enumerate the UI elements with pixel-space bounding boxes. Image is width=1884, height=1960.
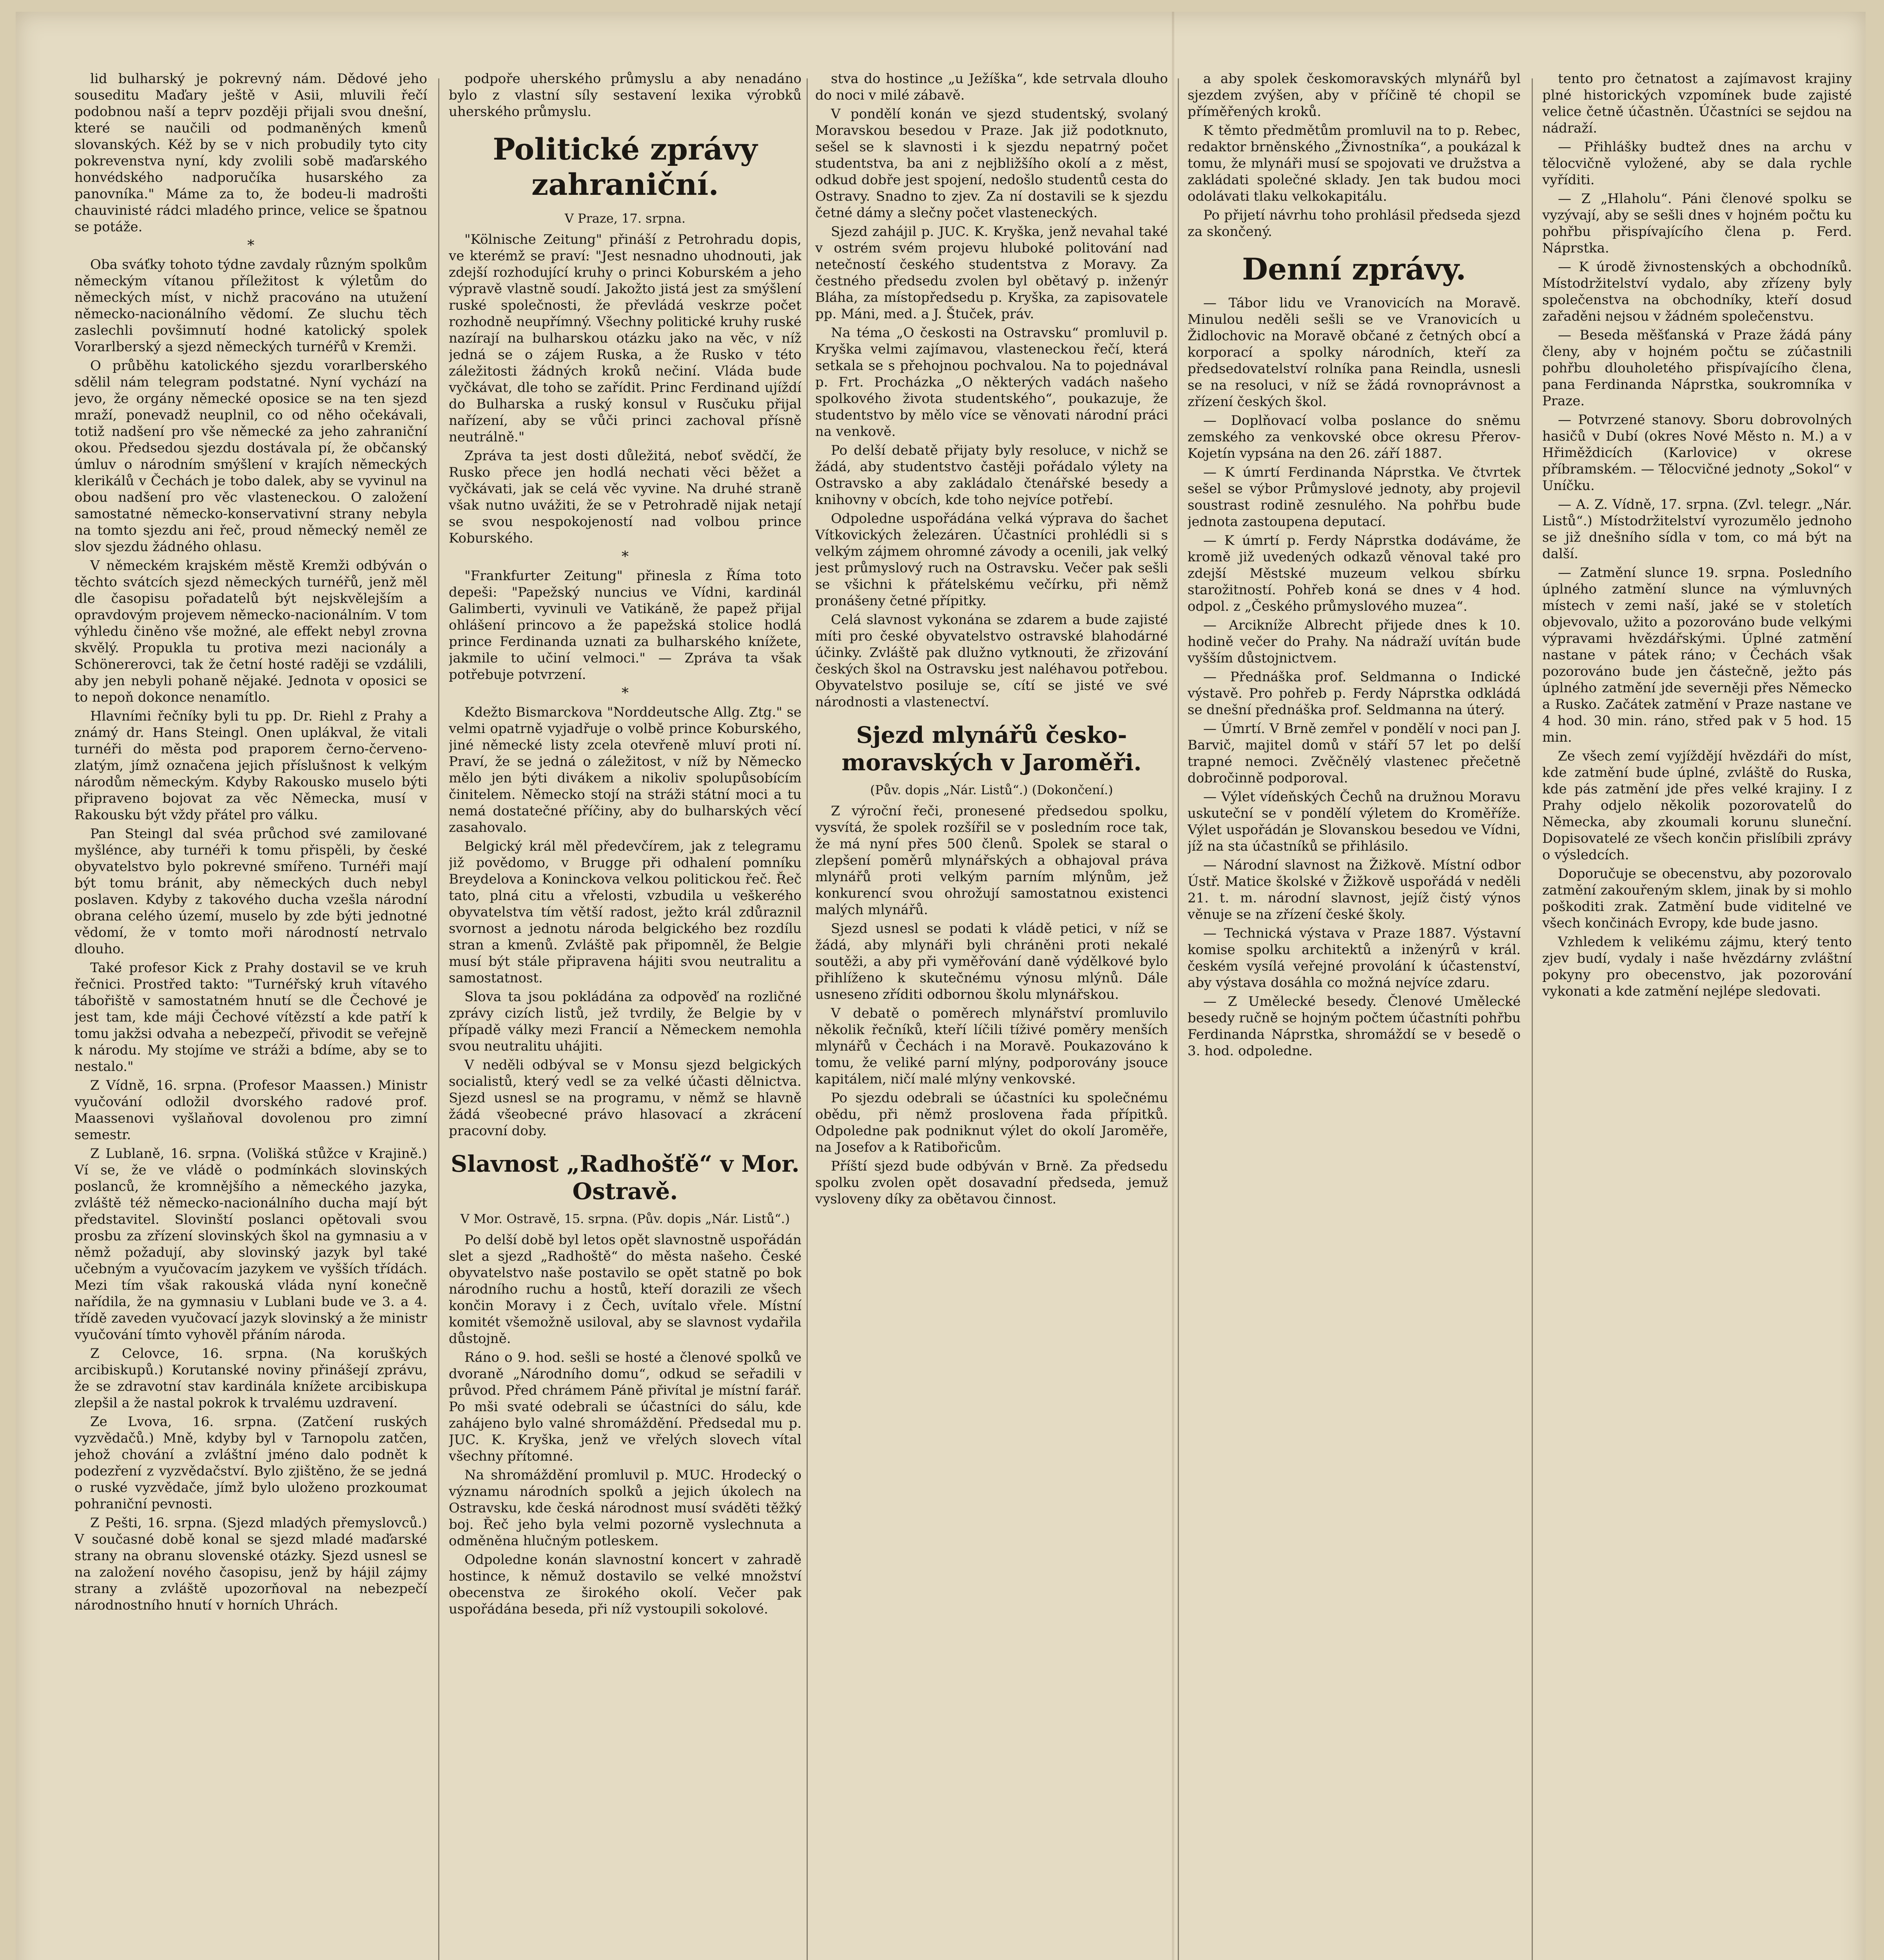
news-item: — A. Z. Vídně, 17. srpna. (Zvl. telegr. „Nár. Listů“.) Místodržitelství vyrozumělo jednoho se již dnešního sídla v tom, co má být na další.: [1542, 497, 1852, 562]
paper-fold: [1172, 12, 1174, 1960]
paragraph: Oba sváťky tohoto týdne zavdaly různým spolkům německým vítanou příležitost k výletům do německých míst, v nichž pracováno na utužení německo-nacionálního vědomí. Ze sluchu těch zaslechli povšimnutí hodné katolický spolek Vorarlberský a sjezd německých turnéřů v Kremži.: [74, 257, 427, 355]
section-heading: Denní zprávy.: [1242, 252, 1466, 287]
paragraph: Zpráva ta jest dosti důležitá, neboť svědčí, že Rusko přece jen hodlá nechati věci běžet a vyčkávati, jak se celá věc vyvine. Na druhé straně však nutno uvážiti, že se v Petrohradě nijak netají se svou nespokojeností nad volbou prince Koburského.: [449, 448, 801, 546]
news-item: — Přednáška prof. Seldmanna o Indické výstavě. Pro pohřeb p. Ferdy Náprstka odkládá se dnešní přednáška prof. Seldmanna na úterý.: [1188, 669, 1521, 718]
news-item: — K úmrtí Ferdinanda Náprstka. Ve čtvrtek sešel se výbor Průmyslové jednoty, aby projevil soustrast rodině zesnulého. Na pohřbu bude jednota zastoupena deputací.: [1188, 465, 1521, 530]
news-item: — Arcikníže Albrecht přijede dnes k 10. hodině večer do Prahy. Na nádraží uvítán bude vyšším důstojnictvem.: [1188, 617, 1521, 666]
paragraph: Kdežto Bismarckova "Norddeutsche Allg. Ztg." se velmi opatrně vyjadřuje o volbě prince Koburského, jiné německé listy zcela otevřeně mluví proti ní. Praví, že se jedná o záležitost, v níž by Německo mělo jen býti divákem a nikoliv spolupůsobícím činitelem. Německo stojí na stráži státní moci a tu nemá dostatečné příčiny, aby do bulharských věcí zasahovalo.: [449, 704, 801, 835]
paragraph: stva do hostince „u Ježíška“, kde setrvala dlouho do noci v milé zábavě.: [815, 71, 1168, 103]
news-item: — Z „Hlaholu“. Páni členové spolku se vyzývají, aby se sešli dnes v hojném počtu ku pohřbu přispívajícího člena p. Ferd. Náprstka.: [1542, 191, 1852, 256]
news-item: — Úmrtí. V Brně zemřel v pondělí v noci pan J. Barvič, majitel domů v stáří 57 let po delší trapné nemoci. Zvěčnělý vlastenec přečetně dobročinně podporoval.: [1188, 721, 1521, 786]
paragraph: O průběhu katolického sjezdu vorarlberského sdělil nám telegram podstatné. Nyní vychází na jevo, že orgány německé oposice se na ten sjezd mraží, ponevadž neuplnil, co od něho očekávali, totiž nadšení pro vše německé za jeho zahraniční okou. Předsedou sjezdu dostávala pí, že občanský úmluv o národním smýšlení v krajích německých klerikálů v Čechách je tobo dalek, aby se vyvinul na obou nadšení pro věc vlasteneckou. O založení samostatné německo-konservativní strany nebyla na tomto sjezdu ani řeč, proud německý neměl ze slov sjezdu žádného ohlasu.: [74, 358, 427, 555]
paragraph: V pondělí konán ve sjezd studentský, svolaný Moravskou besedou v Praze. Jak již podotknuto, sešel se k slavnosti i k sjezdu nepatrný počet studentstva, ba ani z nejbližšího okolí a z měst, odkud dobře jest spojení, nedošlo studentů cesta do Ostravy. Snadno to zjev. Za ní dostavili se k sjezdu četné dámy a slečny počet vlasteneckých.: [815, 106, 1168, 221]
paragraph: Na téma „O českosti na Ostravsku“ promluvil p. Kryška velmi zajímavou, vlasteneckou řečí, která setkala se s přehojnou pochvalou. Na to pojednával p. Frt. Procházka „O některých vadách našeho spolkového života studentského“, poukazuje, že studentstvo by mělo více se věnovati národní práci na venkově.: [815, 325, 1168, 439]
paragraph: Také profesor Kick z Prahy dostavil se ve kruh řečnici. Prostřed takto: "Turnéřský kruh vítavého tábořiště v samostatném hnutí se dle Čechové je jest tam, kde máji Čechové vítězstí a kde patří k tomu jakžsi odvaha a nebezpečí, přivodit se veřejně k národu. My stojíme ve stráži a bdíme, aby se to nestalo.": [74, 960, 427, 1074]
news-item: — K úrodě živnostenských a obchodníků. Místodržitelství vydalo, aby zřízeny byly společenstva na obchodníky, kteří dosud zařaděni nejsou v žádném společenstvu.: [1542, 259, 1852, 324]
paragraph: Po přijetí návrhu toho prohlásil předseda sjezd za skončený.: [1188, 207, 1521, 240]
paragraph: V debatě o poměrech mlynářství promluvilo několik řečníků, kteří líčili tíživé poměry menších mlynářů v Čechách i na Moravě. Poukazováno k tomu, že veliké parní mlýny, podporovány jsouce kapitálem, ničí malé mlýny venkovské.: [815, 1005, 1168, 1087]
paragraph: Po sjezdu odebrali se účastníci ku společnému obědu, při němž proslovena řada přípitků. Odpoledne pak podniknut výlet do okolí Jaroměře, na Josefov a k Ratibořicům.: [815, 1090, 1168, 1155]
newspaper-page: [16, 12, 1866, 1960]
column-rule: [807, 78, 808, 1960]
paragraph: Příští sjezd bude odbýván v Brně. Za předsedu spolku zvolen opět dosavadní předseda, jemuž vysloveny díky za obětavou činnost.: [815, 1158, 1168, 1207]
column-2: [449, 71, 801, 1960]
paragraph: V německém krajském městě Kremži odbýván o těchto svátcích sjezd německých turnéřů, jenž měl dle časopisu pořadatelů být nejskvělejším a opravdovým projevem německo-nacionálním. V tom výhledu činěno vše možné, ale effekt nebyl zrovna skvělý. Propukla tu protiva mezi nacionály a Schönererovci, tak že četní hosté raději se vzdálili, aby jen nebyli pohaně nějaké. Jednota v oposici se to nepoň dokonce nenamítlo.: [74, 558, 427, 705]
paragraph: Po delší debatě přijaty byly resoluce, v nichž se žádá, aby studentstvo častěji pořádalo výlety na Ostravsko a aby zakládalo čtenářské besedy a knihovny v obcích, kde toho nejvíce potřebí.: [815, 443, 1168, 508]
paragraph: K těmto předmětům promluvil na to p. Rebec, redaktor brněnského „Živnostníka“, a poukázal k tomu, že mlynáři musí se spojovati ve družstva a zakládati společné sklady. Jen tak budou moci odolávati tlaku velkokapitálu.: [1188, 123, 1521, 204]
column-4: [1188, 71, 1521, 1960]
paragraph: Hlavními řečníky byli tu pp. Dr. Riehl z Prahy a známý dr. Hans Steingl. Onen uplákval, že vitali turnéři do města pod praporem černo-červeno-zlatým, jímž označena jejich příslušnost k velkým národům německým. Kdyby Rakousko muselo býti připraveno bojovat za věc Německa, musí v Rakousku být vždy přátel pro válku.: [74, 708, 427, 823]
news-item: — Potvrzené stanovy. Sboru dobrovolných hasičů v Dubí (okres Nové Město n. M.) a v Hřiměždicích (Karlovice) v okrese příbramském. — Tělocvičné jednoty „Sokol“ v Uníčku.: [1542, 412, 1852, 494]
news-item: — Beseda měšťanská v Praze žádá pány členy, aby v hojném počtu se zúčastnili pohřbu dlouholetého přispívajícího člena, pana Ferdinanda Náprstka, soukromníka v Praze.: [1542, 327, 1852, 409]
paragraph: "Frankfurter Zeitung" přinesla z Říma toto depeši: "Papežský nuncius ve Vídni, kardinál Galimberti, vyvinuli ve Vatikáně, že papež přijal ohlášení princovo a že papežská stolice hodlá prince Ferdinanda uznati za bulharského knížete, jakmile to učiní velmoci." — Zpráva ta však potřebuje potvrzení.: [449, 568, 801, 682]
paragraph: lid bulharský je pokrevný nám. Dědové jeho souseditu Maďary ještě v Asii, mluvili řečí podobnou naší a teprv později přijali svou dnešní, které se naučili od podmaněných kmenů slovanských. Kéž by se v nich probudily tyto city pokrevenstva nyní, kdy zvolili sobě maďarského honvédského nadporučíka husarského za panovníka." Máme za to, že bodeu-li madrošti chauvinisté rádci mladého prince, velice se špatnou se potáže.: [74, 71, 427, 235]
news-item: Z Pešti, 16. srpna. (Sjezd mladých přemyslovců.) V současné době konal se sjezd mladé maďarské strany na obranu slovenské otázky. Sjezd usnesl se na založení nového časopisu, jenž by hájil zájmy strany a zvláště upozorňoval na nebezpečí národnostního hnutí v horních Uhrách.: [74, 1515, 427, 1613]
paragraph: Belgický král měl předevčírem, jak z telegramu již povědomo, v Brugge při odhalení pomníku Breydelova a Koninckova velkou politickou řeč. Řeč tato, plná citu a vřelosti, vzbudila u veškerého obyvatelstva tím větší radost, ježto král zdůraznil svornost a jednotu národa belgického bez rozdílu stran a kmenů. Zvláště pak připomněl, že Belgie musí být stále připravena hájiti svou neutralitu a samostatnost.: [449, 838, 801, 986]
column-1: [74, 71, 427, 1960]
news-item: Z Celovce, 16. srpna. (Na koruškých arcibiskupů.) Korutanské noviny přinášejí zprávu, že se zdravotní stav kardinála knížete arcibiskupa zlepšil a že nastal pokrok k trvalému uzdravení.: [74, 1346, 427, 1411]
article-subheading: (Pův. dopis „Nár. Listů“.) (Dokončení.): [870, 782, 1113, 797]
paragraph: Odpoledne konán slavnostní koncert v zahradě hostince, k němuž dostavilo se velké množství obecenstva ze širokého okolí. Večer pak uspořádána beseda, při níž vystoupili sokolové.: [449, 1552, 801, 1617]
paragraph: Slova ta jsou pokládána za odpověď na rozličné zprávy cizích listů, jež tvrdily, že Belgie by v případě války mezi Francií a Německem nemohla svou neutralitu uhájiti.: [449, 989, 801, 1054]
paragraph: Sjezd zahájil p. JUC. K. Kryška, jenž nevahal také v ostrém svém projevu hluboké politování nad netečností českého studentstva z Moravy. Za čestného předsedu zvolen byl obětavý p. inženýr Bláha, za místopředsedu p. Kryška, za zapisovatele pp. Máni, med. a J. Štuček, práv.: [815, 224, 1168, 322]
paragraph: Sjezd usnesl se podati k vládě petici, v níž se žádá, aby mlynáři byli chráněni proti nekalé soutěži, a aby při vyměřování daně výdělkové bylo přihlíženo k skutečnému výnosu mlýnů. Dále usneseno zříditi odbornou školu mlynářskou.: [815, 921, 1168, 1002]
section-heading: Politické zprávy zahraniční.: [493, 132, 758, 202]
paragraph: Ráno o 9. hod. sešli se hosté a členové spolků ve dvoraně „Národního domu“, odkud se seřadili v průvod. Před chrámem Páně přivítal je místní farář. Po mši svaté odebrali se účastníci do sálu, kde zahájeno bylo valné shromáždění. Předsedal mu p. JUC. K. Kryška, jenž ve vřelých slovech vítal všechny přítomné.: [449, 1350, 801, 1464]
section-separator: *: [622, 685, 629, 701]
paragraph: Z výroční řeči, pronesené předsedou spolku, vysvítá, že spolek rozšířil se v posledním roce tak, že má nyní přes 500 členů. Spolek se staral o zlepšení poměrů mlynářských a obhajoval práva mlynářů proti velkým parním mlýnům, jež konkurencí svou ohrožují samostatnou existenci malých mlynářů.: [815, 803, 1168, 918]
paragraph: Odpoledne uspořádána velká výprava do šachet Vítkovických železáren. Účastníci prohlédli si s velkým zájmem ohromné závody a ocenili, jak velký jest průmyslový ruch na Ostravsku. Večer pak sešli se všichni k přátelskému večírku, při němž pronášeny četné přípitky.: [815, 511, 1168, 609]
section-separator: *: [247, 238, 254, 254]
column-5: [1542, 71, 1852, 1960]
news-item: tento pro četnatost a zajímavost krajiny plné historických vzpomínek bude zajisté velice četně účastněn. Účastníci se sejdou na nádraží.: [1542, 71, 1852, 136]
news-item: — K úmrtí p. Ferdy Náprstka dodáváme, že kromě již uvedených odkazů věnoval také pro zdejší Městské muzeum velkou sbírku starožitností. Pohřeb koná se dnes v 4 hod. odpol. z „Českého průmyslového muzea“.: [1188, 533, 1521, 614]
section-separator: *: [622, 549, 629, 565]
news-item: Z Vídně, 16. srpna. (Profesor Maassen.) Ministr vyučování odložil dvorského radové prof. Maassenovi vyšlaňoval dovolenou pro zimní semestr.: [74, 1078, 427, 1143]
dateline: V Praze, 17. srpna.: [564, 211, 686, 226]
article-heading: Slavnost „Radhošťě“ v Mor. Ostravě.: [451, 1151, 800, 1205]
paragraph: podpoře uherského průmyslu a aby nenadáno bylo z vlastní síly sestavení lexika výrobků uherského průmyslu.: [449, 71, 801, 120]
news-item: Ze Lvova, 16. srpna. (Zatčení ruských vyzvědačů.) Mně, kdyby byl v Tarnopolu zatčen, jehož chování a zvláštní jméno dalo podnět k podezření z vyzvědačství. Bylo zjištěno, že se jedná o ruské vyzvědače, jímž bylo uloženo prozkoumat pohraniční pevnosti.: [74, 1414, 427, 1512]
paragraph: Celá slavnost vykonána se zdarem a bude zajisté míti pro české obyvatelstvo ostravské blahodárné účinky. Zvláště pak dlužno vytknouti, že zřizování českých škol na Ostravsku jest naléhavou potřebou. Obyvatelstvo posiluje se, cítí se jisté ve své národnosti a vlastenectví.: [815, 612, 1168, 710]
news-item: — Zatmění slunce 19. srpna. Posledního úplného zatmění slunce na výmluvných místech v zemi naší, jaké se v stoletích objevovalo, užito a pozorováno bude velkými výpravami hvězdářskými. Úplné zatmění nastane v pátek ráno; v Čechách však pozorováno bude jen částečně, ježto pás úplného zatmění jde severněji přes Německo a Rusko. Začátek zatmění v Praze nastane ve 4 hod. 30 min. ráno, střed pak v 5 hod. 15 min.: [1542, 565, 1852, 745]
paragraph: Pan Steingl dal svéa průchod své zamilované myšlénce, aby turnéři k tomu přispěli, by české obyvatelstvo bylo pokrevné smířeno. Turnéři mají být tomu bránit, aby německých duch nebyl poslaven. Kdyby z takového ducha vzešla národní obrana celého území, muselo by zde býti jednotné vědomí, že v tomto moři národností netrvalo dlouho.: [74, 826, 427, 957]
column-rule: [438, 78, 439, 1960]
news-item: — Technická výstava v Praze 1887. Výstavní komise spolku architektů a inženýrů v král. českém vysílá veřejné provolání k účastenství, aby výstava dosáhla co možná nejvíce zdaru.: [1188, 926, 1521, 991]
news-item: — Z Umělecké besedy. Členové Umělecké besedy ručně se hojným počtem účastníti pohřbu Ferdinanda Náprstka, shromáždí se v besedě o 3. hod. odpoledne.: [1188, 994, 1521, 1059]
paragraph: Doporučuje se obecenstvu, aby pozorovalo zatmění zakouřeným sklem, jinak by si mohlo poškoditi zrak. Zatmění bude viditelné ve všech končinách Evropy, kde bude jasno.: [1542, 866, 1852, 931]
column-rule: [1532, 78, 1533, 1960]
column-3: [815, 71, 1168, 1960]
news-item: — Doplňovací volba poslance do sněmu zemského za venkovské obce okresu Přerov-Kojetín vypsána na den 26. září 1887.: [1188, 413, 1521, 461]
column-rule: [1178, 78, 1179, 1960]
paragraph: Na shromáždění promluvil p. MUC. Hrodecký o významu národních spolků a jejich úkolech na Ostravsku, kde česká národnost musí sváděti těžký boj. Řeč jeho byla velmi pozorně vyslechnuta a odměněna hlučným potleskem.: [449, 1467, 801, 1549]
paragraph: a aby spolek českomoravských mlynářů byl sjezdem zvýšen, aby v příčině té chopil se příměřených kroků.: [1188, 71, 1521, 120]
news-item: — Národní slavnost na Žižkově. Místní odbor Ústř. Matice školské v Žižkově uspořádá v neděli 21. t. m. národní slavnost, jejíž čistý výnos věnuje se na zřízení české školy.: [1188, 857, 1521, 922]
paragraph: Vzhledem k velikému zájmu, který tento zjev budí, vydaly i naše hvězdárny zvláštní pokyny pro obecenstvo, jak pozorování vykonati a kde zatmění nejlépe sledovati.: [1542, 934, 1852, 999]
paragraph: Ze všech zemí vyjíždějí hvězdáři do míst, kde zatmění bude úplné, zvláště do Ruska, kde pás zatmění jde přes velké krajiny. I z Prahy odjelo několik pozorovatelů do Německa, aby zkoumali korunu sluneční. Dopisovatelé ze všech končin přislíbili zprávy o výsledcích.: [1542, 748, 1852, 863]
article-subheading: V Mor. Ostravě, 15. srpna. (Pův. dopis „Nár. Listů“.): [460, 1211, 790, 1226]
article-heading: Sjezd mlynářů česko-moravských v Jaroměři.: [841, 722, 1142, 776]
paragraph: V neděli odbýval se v Monsu sjezd belgických socialistů, který vedl se za velké účasti dělnictva. Sjezd usnesl se na programu, v němž se hlavně žádá všeobecné právo hlasovací a zkrácení pracovní doby.: [449, 1057, 801, 1139]
news-item: — Tábor lidu ve Vranovicích na Moravě. Minulou neděli sešli se ve Vranovicích u Židlochovic na Moravě občané z četných obcí a korporací a spolky národních, kteří za předsedovatelství rolníka pana Reindla, usnesli se na resoluci, v níž se žádá rovnoprávnost a zřízení českých škol.: [1188, 295, 1521, 410]
news-item: — Výlet vídeňských Čechů na družnou Moravu uskuteční se v pondělí výletem do Kroměříže. Výlet uspořádán je Slovanskou besedou ve Vídni, jíž na sta účastníků se přihlásilo.: [1188, 789, 1521, 854]
news-item: — Přihlášky budtež dnes na archu v tělocvičně vyložené, aby se dala rychle vyříditi.: [1542, 139, 1852, 188]
paragraph: "Kölnische Zeitung" přináší z Petrohradu dopis, ve kterémž se praví: "Jest nesnadno uhodnouti, jak zdejší rozhodující kruhy o princi Koburském a jeho výpravě vlastně soudí. Jakožto jistá jest za smýšlení ruské společnosti, že převládá veskrze počet rozhodně neupřímný. Všechny politické kruhy ruské nazírají na bulharskou otázku jako na věc, v níž jedná se o zájem Ruska, a že Rusko v této záležitosti žádných kroků nečiní. Vláda bude vyčkávat, dle toho se zařídit. Princ Ferdinand ujíždí do Bulharska a ruský konsul v Rusčuku přijal nařízení, aby se vůči princi zachoval přísně neutrálně.": [449, 232, 801, 445]
news-item: Z Lublaně, 16. srpna. (Volišká stůžce v Krajině.) Ví se, že ve vládě o podmínkách slovinských poslanců, že kromnějšího a německého jazyka, zvláště též německo-nacionálního ducha mají být představitel. Slovinští poslanci opětovali svou prosbu za zřízení slovinských škol na gymnasiu a v němž požadují, aby slovinský jazyk byl také učebným a vyučovacím jazykem ve vyšších třídách. Mezi tím však rakouská vláda nyní konečně nařídila, že na gymnasiu v Lublani bude ve 3. a 4. třídě zaveden vyučovací jazyk slovinský a že ministr vyučování tímto vyhověl přáním národa.: [74, 1146, 427, 1343]
paragraph: Po delší době byl letos opět slavnostně uspořádán slet a sjezd „Radhoště“ do města našeho. České obyvatelstvo naše postavilo se opět statně po bok národního ruchu a hostů, kteří dorazili ze všech končin Moravy i z Čech, uvítalo vřele. Místní komitét všemožně usiloval, aby se slavnost vydařila důstojně.: [449, 1232, 801, 1347]
